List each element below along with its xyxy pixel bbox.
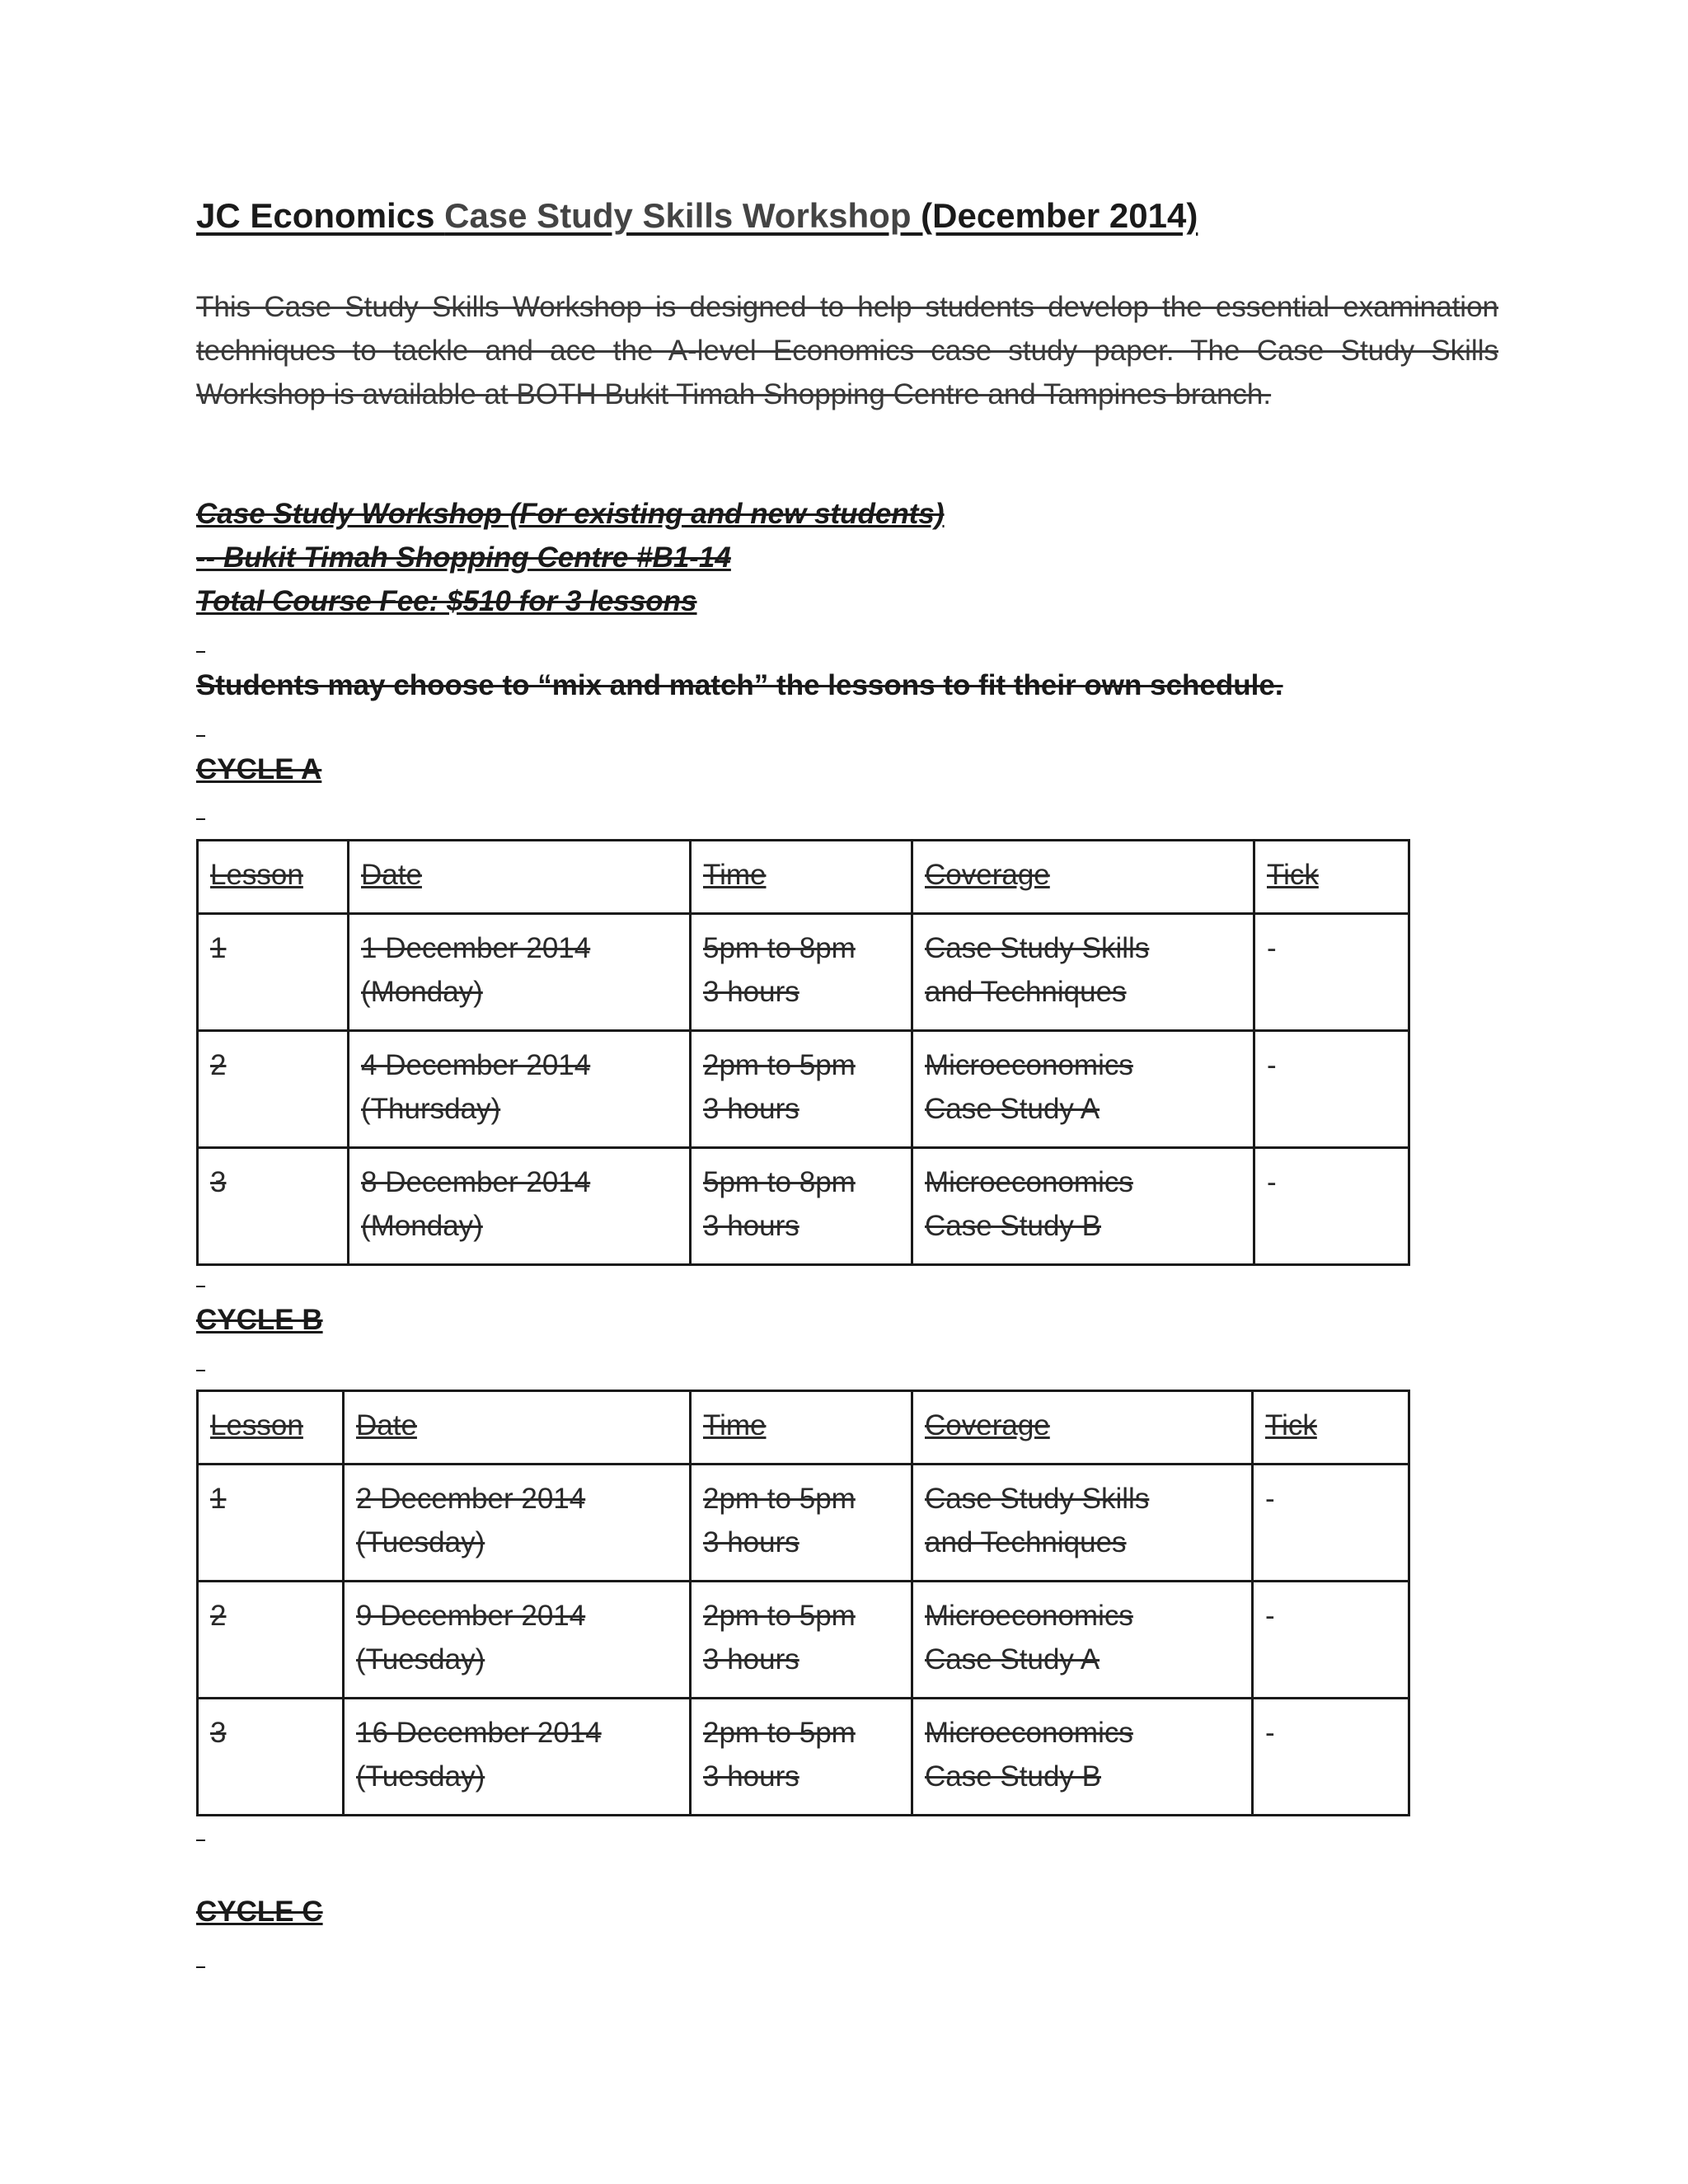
time-cell xyxy=(691,1465,912,1582)
coverage-line-1: Case Study Skills xyxy=(925,1483,1150,1515)
table-header-row xyxy=(198,841,1409,914)
day-text: (Tuesday) xyxy=(356,1643,485,1675)
coverage-line-2: Case Study A xyxy=(925,1093,1100,1125)
time-cell xyxy=(691,1031,912,1148)
table-row xyxy=(198,1465,1409,1582)
coverage-line-1: Case Study Skills xyxy=(925,932,1150,964)
coverage-line-2: Case Study B xyxy=(925,1210,1101,1242)
coverage-line-1: Microeconomics xyxy=(925,1600,1133,1632)
hours-text: 3 hours xyxy=(703,1643,799,1675)
table-row xyxy=(198,1582,1409,1699)
course-fee: Total Course Fee: $510 for 3 lessons xyxy=(196,585,697,617)
table-row xyxy=(198,1031,1409,1148)
date-text: 1 December 2014 xyxy=(361,932,591,964)
coverage-line-2: and Techniques xyxy=(925,1526,1127,1558)
date-text: 8 December 2014 xyxy=(361,1166,591,1198)
lesson-cell: 3 xyxy=(198,1148,349,1265)
time-cell xyxy=(691,1582,912,1699)
spacer-dash xyxy=(196,1370,205,1371)
cycle-c-label: CYCLE C xyxy=(196,1896,323,1928)
table-row xyxy=(198,1148,1409,1265)
lesson-cell: 2 xyxy=(198,1031,349,1148)
coverage-line-1: Microeconomics xyxy=(925,1049,1133,1081)
spacer-dash xyxy=(196,1286,205,1287)
tick-cell[interactable]: - xyxy=(1254,1148,1409,1265)
coverage-line-2: and Techniques xyxy=(925,976,1127,1008)
day-text: (Monday) xyxy=(361,976,483,1008)
time-cell xyxy=(691,914,912,1031)
hours-text: 3 hours xyxy=(703,1210,799,1242)
mix-match-note: Students may choose to “mix and match” the lessons to fit their own schedule. xyxy=(196,669,1283,701)
header-time: Time xyxy=(691,1391,912,1465)
title-part-2: Case Study Skills Workshop xyxy=(444,196,912,235)
cycle-a-label: CYCLE A xyxy=(196,753,322,785)
hours-text: 3 hours xyxy=(703,1526,799,1558)
hours-text: 3 hours xyxy=(703,976,799,1008)
coverage-cell xyxy=(912,1148,1254,1265)
spacer-dash xyxy=(196,735,205,737)
lesson-cell: 1 xyxy=(198,914,349,1031)
date-cell xyxy=(349,914,691,1031)
header-time: Time xyxy=(691,841,912,914)
coverage-line-1: Microeconomics xyxy=(925,1717,1133,1749)
coverage-line-2: Case Study A xyxy=(925,1643,1100,1675)
lesson-cell: 1 xyxy=(198,1465,344,1582)
date-text: 9 December 2014 xyxy=(356,1600,586,1632)
tick-cell[interactable]: - xyxy=(1254,1031,1409,1148)
day-text: (Tuesday) xyxy=(356,1760,485,1793)
spacer-dash xyxy=(196,818,205,820)
date-cell xyxy=(349,1148,691,1265)
coverage-cell xyxy=(912,1031,1254,1148)
date-text: 2 December 2014 xyxy=(356,1483,586,1515)
spacer-dash xyxy=(196,651,205,653)
title-part-3: (December 2014) xyxy=(911,196,1198,235)
header-tick: Tick xyxy=(1253,1391,1409,1465)
day-text: (Monday) xyxy=(361,1210,483,1242)
lesson-cell: 3 xyxy=(198,1699,344,1816)
coverage-line-1: Microeconomics xyxy=(925,1166,1133,1198)
header-tick: Tick xyxy=(1254,841,1409,914)
spacer-dash xyxy=(196,1840,205,1841)
date-text: 4 December 2014 xyxy=(361,1049,591,1081)
cycle-b-label: CYCLE B xyxy=(196,1304,323,1336)
cycle-b-table xyxy=(196,1390,1410,1816)
time-text: 2pm to 5pm xyxy=(703,1483,856,1515)
time-text: 2pm to 5pm xyxy=(703,1600,856,1632)
date-cell xyxy=(344,1465,691,1582)
cycle-a-table xyxy=(196,839,1410,1266)
table-row xyxy=(198,914,1409,1031)
header-date: Date xyxy=(344,1391,691,1465)
time-cell xyxy=(691,1699,912,1816)
date-text: 16 December 2014 xyxy=(356,1717,602,1749)
coverage-cell xyxy=(912,1699,1253,1816)
tick-cell[interactable]: - xyxy=(1253,1582,1409,1699)
header-coverage: Coverage xyxy=(912,1391,1253,1465)
time-text: 5pm to 8pm xyxy=(703,1166,856,1198)
date-cell xyxy=(344,1699,691,1816)
course-location: -- Bukit Timah Shopping Centre #B1-14 xyxy=(196,541,731,574)
header-coverage: Coverage xyxy=(912,841,1254,914)
header-date: Date xyxy=(349,841,691,914)
hours-text: 3 hours xyxy=(703,1760,799,1793)
time-text: 5pm to 8pm xyxy=(703,932,856,964)
coverage-cell xyxy=(912,914,1254,1031)
course-heading: Case Study Workshop (For existing and new students) xyxy=(196,498,945,530)
coverage-cell xyxy=(912,1582,1253,1699)
header-lesson: Lesson xyxy=(198,1391,344,1465)
time-text: 2pm to 5pm xyxy=(703,1717,856,1749)
hours-text: 3 hours xyxy=(703,1093,799,1125)
date-cell xyxy=(344,1582,691,1699)
title-part-1: JC Economics xyxy=(196,196,445,235)
table-header-row xyxy=(198,1391,1409,1465)
lesson-cell: 2 xyxy=(198,1582,344,1699)
intro-paragraph: This Case Study Skills Workshop is designed to help students develop the essential examination techniques to tackle and ace the A-level Economics case study paper. The Case Study Skills Workshop is available at BOTH Bukit Timah Shopping Centre and Tampines branch. xyxy=(196,291,1498,410)
time-text: 2pm to 5pm xyxy=(703,1049,856,1081)
coverage-cell xyxy=(912,1465,1253,1582)
tick-cell[interactable]: - xyxy=(1253,1699,1409,1816)
tick-cell[interactable]: - xyxy=(1254,914,1409,1031)
date-cell xyxy=(349,1031,691,1148)
table-row xyxy=(198,1699,1409,1816)
day-text: (Thursday) xyxy=(361,1093,501,1125)
spacer-dash xyxy=(196,1966,205,1968)
time-cell xyxy=(691,1148,912,1265)
coverage-line-2: Case Study B xyxy=(925,1760,1101,1793)
header-lesson: Lesson xyxy=(198,841,349,914)
tick-cell[interactable]: - xyxy=(1253,1465,1409,1582)
page-title xyxy=(196,196,1198,236)
day-text: (Tuesday) xyxy=(356,1526,485,1558)
